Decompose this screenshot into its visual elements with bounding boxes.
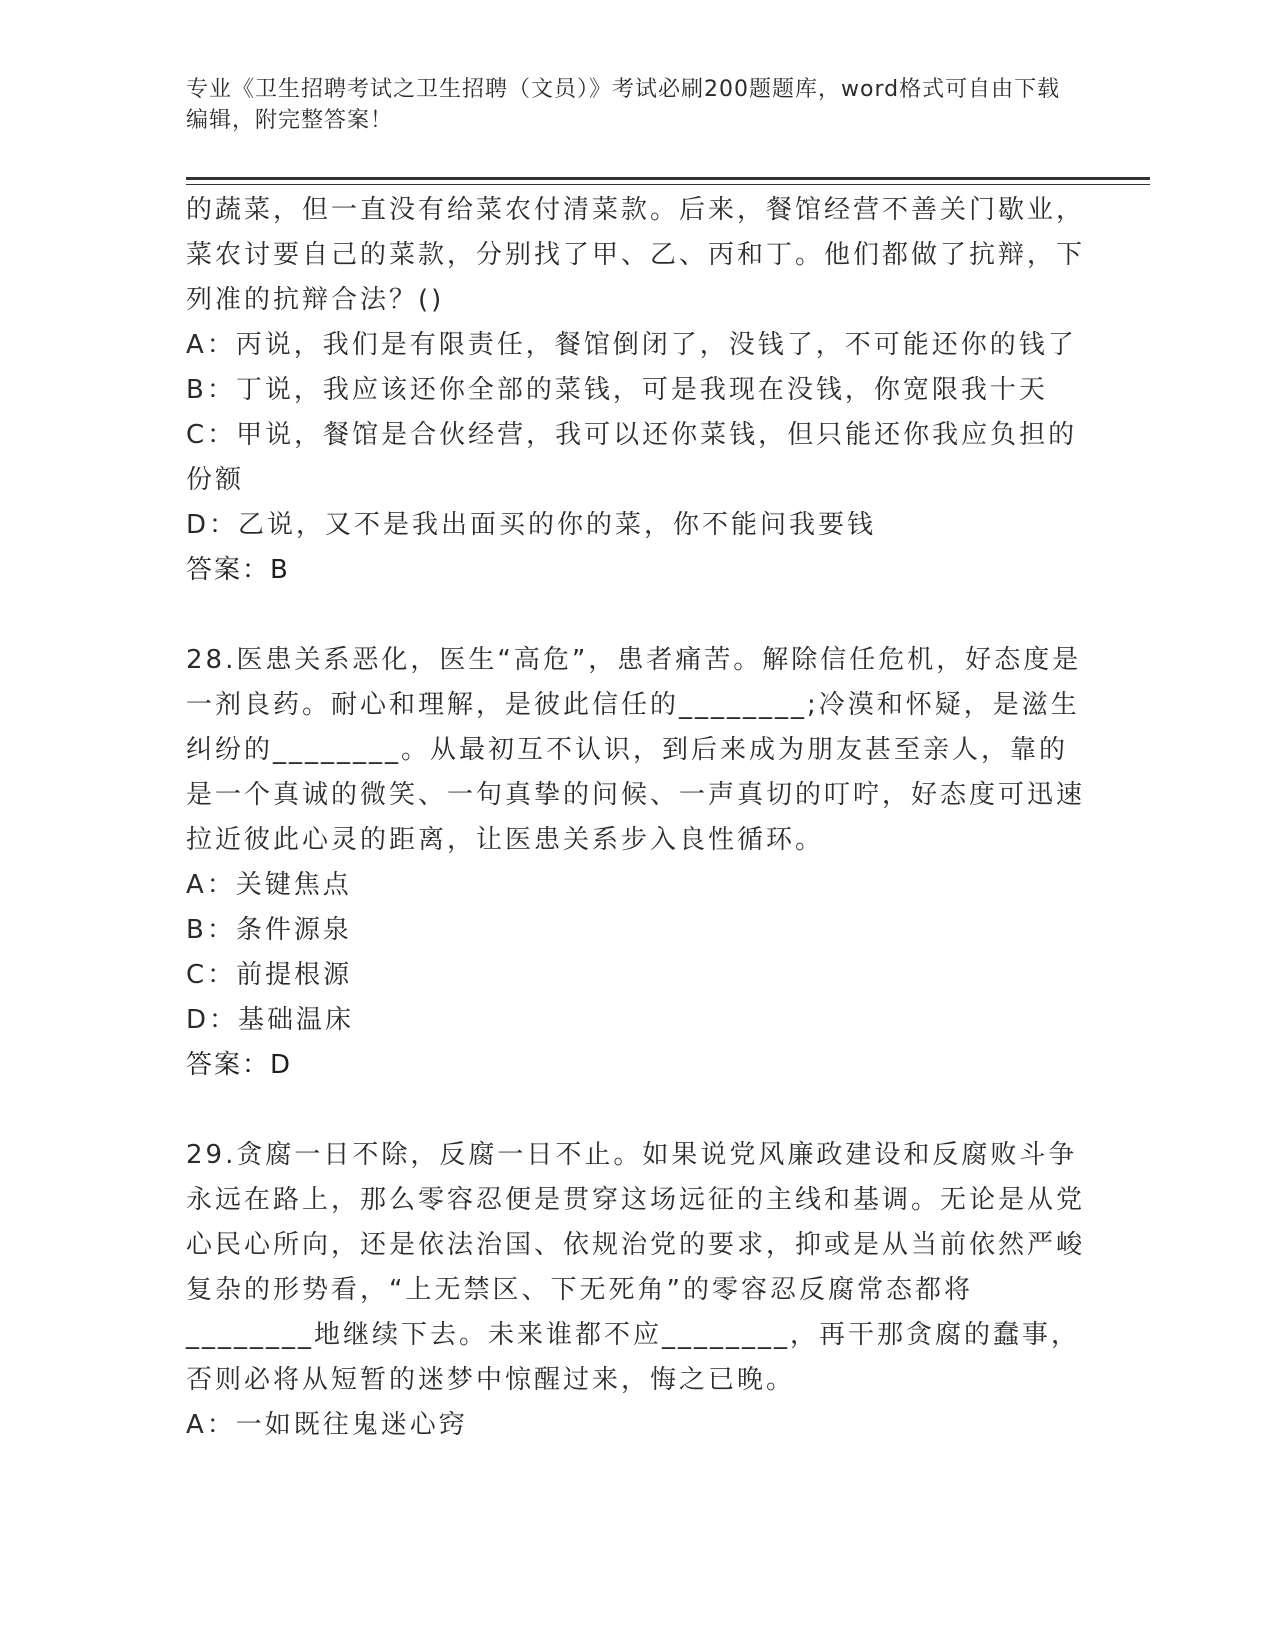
question-content (186, 188, 1086, 1448)
option-a: A：丙说，我们是有限责任，餐馆倒闭了，没钱了，不可能还你的钱了 (186, 330, 1077, 360)
option-a: A：关键焦点 (186, 870, 352, 900)
question-text: 28.医患关系恶化，医生“高危”，患者痛苦。解除信任危机，好态度是一剂良药。耐心和理解，是彼此信任的________;冷漠和怀疑，是滋生纠纷的________。从最初互不认识，到后来成为朋友甚至亲人，靠的是一个真诚的微笑、一句真挚的问候、一声真切的叮咛，好态度可迅速拉近彼此心灵的距离，让医患关系步入良性循环。 (186, 645, 1086, 855)
answer: 答案：D (186, 1050, 293, 1080)
option-b: B：丁说，我应该还你全部的菜钱，可是我现在没钱，你宽限我十天 (186, 375, 1048, 405)
answer: 答案：B (186, 555, 290, 585)
option-d: D：基础温床 (186, 1005, 355, 1035)
option-b: B：条件源泉 (186, 915, 352, 945)
spacer (186, 593, 1086, 638)
option-a: A：一如既往鬼迷心窍 (186, 1410, 468, 1440)
page-header: 专业《卫生招聘考试之卫生招聘（文员）》考试必刷200题题库，word格式可自由下载编辑，附完整答案！ (186, 77, 1061, 133)
question-29 (186, 1133, 1086, 1448)
question-text: 29.贪腐一日不除，反腐一日不止。如果说党风廉政建设和反腐败斗争永远在路上，那么零容忍便是贯穿这场远征的主线和基调。无论是从党心民心所向，还是依法治国、依规治党的要求，抑或是从当前依然严峻复杂的形势看，“上无禁区、下无死角”的零容忍反腐常态都将________地继续下去。未来谁都不应________，再干那贪腐的蠢事，否则必将从短暂的迷梦中惊醒过来，悔之已晚。 (186, 1140, 1086, 1395)
option-c: C：前提根源 (186, 960, 353, 990)
header-divider-thick (186, 177, 1150, 180)
option-d: D：乙说，又不是我出面买的你的菜，你不能问我要钱 (186, 510, 877, 540)
spacer (186, 1088, 1086, 1133)
question-27 (186, 188, 1086, 593)
option-c: C：甲说，餐馆是合伙经营，我可以还你菜钱，但只能还你我应负担的份额 (186, 420, 1078, 495)
question-text: 的蔬菜，但一直没有给菜农付清菜款。后来，餐馆经营不善关门歇业，菜农讨要自己的菜款，分别找了甲、乙、丙和丁。他们都做了抗辩，下列准的抗辩合法？() (186, 195, 1086, 315)
question-28 (186, 638, 1086, 1088)
header-divider-thin (186, 184, 1150, 185)
